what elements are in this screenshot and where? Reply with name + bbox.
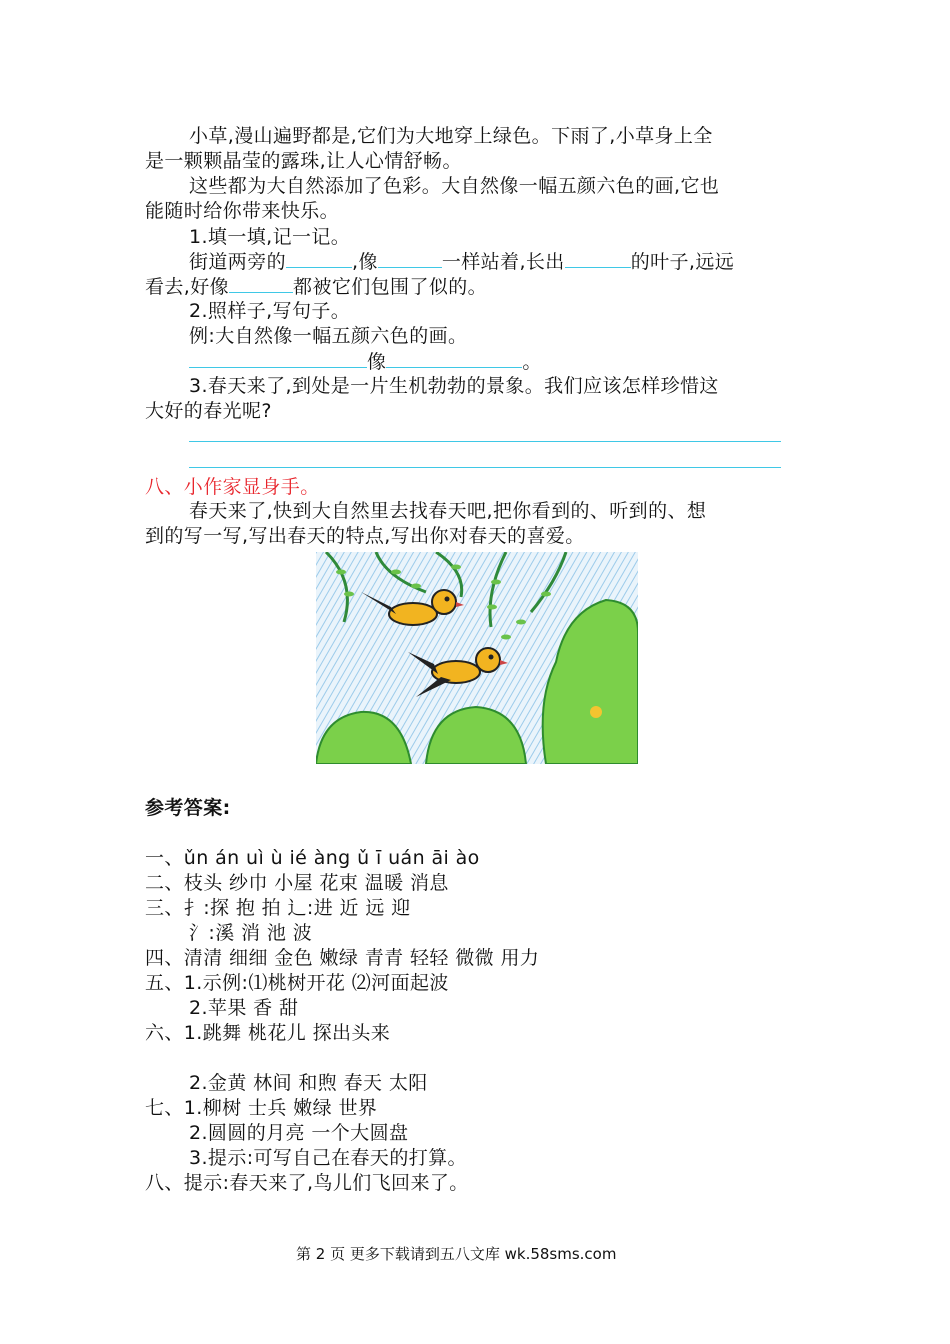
question-1-line-2 <box>145 274 487 300</box>
fill-blank[interactable] <box>378 249 442 268</box>
question-3-line-2: 大好的春光呢? <box>145 400 272 422</box>
fill-blank[interactable] <box>565 249 631 268</box>
answer-1: 一、ǔn án uì ù ié àng ǔ ī uán āi ào <box>145 847 480 869</box>
answers-heading: 参考答案: <box>145 797 231 819</box>
answer-7b: 2.圆圆的月亮 一个大圆盘 <box>189 1122 409 1144</box>
answer-8: 八、提示:春天来了,鸟儿们飞回来了。 <box>145 1172 469 1194</box>
answer-6b: 2.金黄 林间 和煦 春天 太阳 <box>189 1072 428 1094</box>
q2-text: 。 <box>522 351 542 373</box>
question-2-answer-line <box>189 349 542 375</box>
answer-6: 六、1.跳舞 桃花儿 探出头来 <box>145 1022 391 1044</box>
question-1-title: 1.填一填,记一记。 <box>189 226 351 248</box>
question-3-line-1: 3.春天来了,到处是一片生机勃勃的景象。我们应该怎样珍惜这 <box>189 375 719 397</box>
q1-text: ,像 <box>352 251 378 273</box>
answer-rule[interactable] <box>189 441 781 442</box>
page-footer: 第 2 页 更多下载请到五八文库 wk.58sms.com <box>296 1245 617 1263</box>
answer-7: 七、1.柳树 士兵 嫩绿 世界 <box>145 1097 378 1119</box>
section-8-line: 春天来了,快到大自然里去找春天吧,把你看到的、听到的、想 <box>189 500 707 522</box>
question-2-title: 2.照样子,写句子。 <box>189 300 351 322</box>
fill-blank[interactable] <box>386 349 522 368</box>
spring-swallows-illustration <box>316 552 638 764</box>
question-2-example: 例:大自然像一幅五颜六色的画。 <box>189 325 468 347</box>
passage-line: 是一颗颗晶莹的露珠,让人心情舒畅。 <box>145 150 462 172</box>
answer-3: 三、扌:探 抱 拍 辶:进 近 远 迎 <box>145 897 411 919</box>
answer-7c: 3.提示:可写自己在春天的打算。 <box>189 1147 467 1169</box>
section-8-title: 八、小作家显身手。 <box>145 476 320 498</box>
answer-5: 五、1.示例:⑴桃树开花 ⑵河面起波 <box>145 972 449 994</box>
q2-text: 像 <box>367 351 387 373</box>
fill-blank[interactable] <box>189 349 367 368</box>
answer-rule[interactable] <box>189 467 781 468</box>
answer-2: 二、枝头 纱巾 小屋 花束 温暖 消息 <box>145 872 449 894</box>
q1-text: 街道两旁的 <box>189 251 287 273</box>
fill-blank[interactable] <box>229 274 293 293</box>
answer-5b: 2.苹果 香 甜 <box>189 997 299 1019</box>
q1-text: 都被它们包围了似的。 <box>293 276 488 298</box>
passage-line: 小草,漫山遍野都是,它们为大地穿上绿色。下雨了,小草身上全 <box>189 125 713 147</box>
passage-line: 能随时给你带来快乐。 <box>145 200 340 222</box>
q1-text: 看去,好像 <box>145 276 230 298</box>
question-1-line-1 <box>189 249 734 275</box>
yellow-flower <box>590 706 602 718</box>
passage-line: 这些都为大自然添加了色彩。大自然像一幅五颜六色的画,它也 <box>189 175 720 197</box>
q1-text: 的叶子,远远 <box>630 251 735 273</box>
q1-text: 一样站着,长出 <box>441 251 565 273</box>
section-8-line: 到的写一写,写出春天的特点,写出你对春天的喜爱。 <box>145 525 585 547</box>
answer-3b: 氵:溪 消 池 波 <box>189 922 313 944</box>
fill-blank[interactable] <box>286 249 352 268</box>
answer-4: 四、清清 细细 金色 嫩绿 青青 轻轻 微微 用力 <box>145 947 540 969</box>
